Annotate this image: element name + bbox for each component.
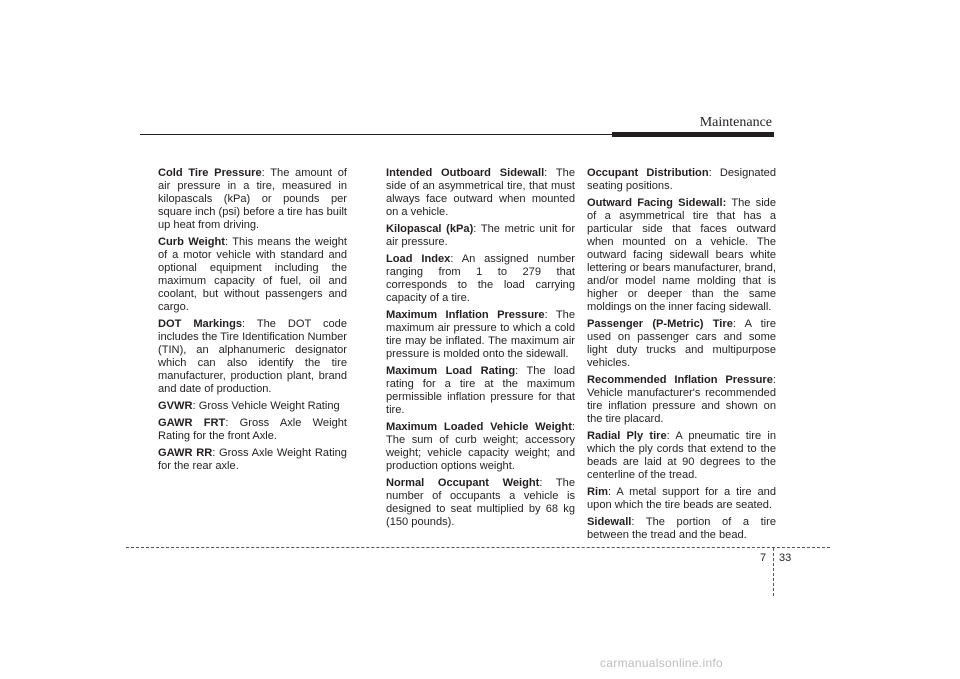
glossary-definition: A pneumatic tire in which the ply cords that extend to the beads are laid at 90 degrees to the centerline of the tread.: [587, 430, 776, 481]
glossary-entry: [386, 477, 575, 529]
glossary-term: Curb Weight: [158, 236, 225, 248]
glossary-entry: [587, 486, 776, 512]
watermark-text: carmanualsonline.info: [600, 656, 724, 670]
term-separator: :: [544, 309, 556, 321]
glossary-entry: [386, 421, 575, 473]
term-separator: :: [225, 417, 240, 429]
glossary-term: Intended Outboard Sidewall: [386, 167, 545, 179]
term-separator: :: [242, 318, 257, 330]
column-2: [386, 167, 575, 533]
term-separator: :: [607, 486, 617, 498]
glossary-definition: The side of a asymmetrical tire that has a particular side that faces outward when mounted on a vehicle. The outward facing sidewall bears white lettering or bears manufacturer, brand, and/or model name molding that is higher or deeper than the same moldings on the inner facing sidewall.: [587, 197, 776, 313]
term-separator: :: [212, 447, 219, 459]
term-separator: :: [539, 477, 556, 489]
glossary-entry: [386, 167, 575, 219]
term-separator: :: [772, 374, 776, 386]
glossary-entry: [587, 374, 776, 426]
header-rule: [140, 134, 612, 135]
glossary-definition: This means the weight of a motor vehicle with standard and optional equipment including the maximum capacity of fuel, oil and coolant, but without passengers and cargo.: [158, 236, 348, 313]
glossary-term: GAWR RR: [158, 447, 213, 459]
term-separator: :: [732, 318, 745, 330]
glossary-term: Radial Ply tire: [587, 430, 667, 442]
section-title: Maintenance: [699, 115, 772, 130]
glossary-term: Load Index: [386, 253, 451, 265]
glossary-term: Sidewall: [587, 516, 632, 528]
glossary-definition: The DOT code includes the Tire Identification Number (TIN), an alphanumeric designator which can also identify the tire manufacturer, production plant, brand and date of production.: [158, 318, 347, 395]
glossary-definition: The metric unit for air pressure.: [386, 223, 576, 248]
glossary-definition: Gross Axle Weight Rating for the rear axle.: [158, 447, 347, 472]
glossary-entry: [158, 400, 347, 413]
glossary-definition: The number of occupants a vehicle is designed to seat multiplied by 68 kg (150 pounds).: [386, 477, 575, 528]
glossary-definition: The amount of air pressure in a tire, measured in kilopascals (kPa) or pounds per square inch (psi) before a tire has built up heat from driving.: [158, 167, 347, 231]
glossary-term: Maximum Loaded Vehicle Weight: [386, 421, 572, 433]
glossary-definition: Designated seating positions.: [587, 167, 776, 192]
glossary-entry: [158, 417, 347, 443]
glossary-entry: [587, 430, 776, 482]
term-separator: :: [261, 167, 271, 179]
glossary-definition: The load rating for a tire at the maximum permissible inflation pressure for that tire.: [386, 365, 575, 416]
glossary-term: Kilopascal (kPa): [386, 223, 474, 235]
glossary-term: Maximum Inflation Pressure: [386, 309, 545, 321]
glossary-term: GAWR FRT: [158, 417, 226, 429]
glossary-entry: [587, 318, 776, 370]
glossary-entry: [386, 309, 575, 361]
glossary-definition: Gross Vehicle Weight Rating: [198, 400, 340, 412]
glossary-entry: [158, 318, 347, 396]
glossary-entry: [587, 167, 776, 193]
term-separator: :: [571, 421, 575, 433]
footer-divider: [773, 548, 774, 596]
glossary-term: Normal Occupant Weight: [386, 477, 540, 489]
term-separator: :: [473, 223, 481, 235]
page-number: 33: [779, 552, 792, 564]
term-separator: :: [450, 253, 462, 265]
glossary-entry: [587, 516, 776, 542]
footer-rule: [126, 547, 830, 548]
glossary-term: Rim: [587, 486, 608, 498]
glossary-definition: The portion of a tire between the tread and the bead.: [587, 516, 776, 541]
glossary-term: Cold Tire Pressure: [158, 167, 262, 179]
column-3: [587, 167, 776, 546]
glossary-definition: Gross Axle Weight Rating for the front Axle.: [158, 417, 347, 442]
glossary-term: Occupant Distribution: [587, 167, 709, 179]
glossary-definition: The maximum air pressure to which a cold tire may be inflated. The maximum air pressure is molded onto the sidewall.: [386, 309, 575, 360]
glossary-definition: A metal support for a tire and upon which the tire beads are seated.: [587, 486, 776, 511]
term-separator: :: [192, 400, 199, 412]
glossary-entry: [587, 197, 776, 314]
glossary-definition: A tire used on passenger cars and some light duty trucks and multipurpose vehicles.: [587, 318, 776, 369]
glossary-entry: [386, 365, 575, 417]
header-rule-accent: [612, 132, 774, 137]
glossary-entry: [386, 253, 575, 305]
column-1: [158, 167, 347, 477]
glossary-term: Outward Facing Sidewall:: [587, 197, 727, 209]
glossary-entry: [386, 223, 575, 249]
glossary-definition: The side of an asymmetrical tire, that must always face outward when mounted on a vehicle.: [386, 167, 575, 218]
glossary-definition: An assigned number ranging from 1 to 279 that corresponds to the load carrying capacity of a tire.: [386, 253, 575, 304]
term-separator: :: [631, 516, 646, 528]
glossary-definition: The sum of curb weight; accessory weight; vehicle capacity weight; and production options weight.: [386, 434, 575, 472]
term-separator: :: [544, 167, 556, 179]
glossary-entry: [158, 447, 347, 473]
glossary-term: DOT Markings: [158, 318, 243, 330]
term-separator: :: [666, 430, 676, 442]
term-separator: :: [515, 365, 527, 377]
glossary-term: GVWR: [158, 400, 193, 412]
glossary-term: Recommended Inflation Pressure: [587, 374, 773, 386]
chapter-number: 7: [760, 552, 767, 564]
term-separator: :: [225, 236, 233, 248]
glossary-entry: [158, 167, 347, 232]
glossary-term: Passenger (P-Metric) Tire: [587, 318, 733, 330]
glossary-term: Maximum Load Rating: [386, 365, 516, 377]
glossary-entry: [158, 236, 347, 314]
glossary-definition: Vehicle manufacturer's recommended tire inflation pressure and shown on the tire placard.: [587, 387, 776, 425]
term-separator: :: [708, 167, 720, 179]
